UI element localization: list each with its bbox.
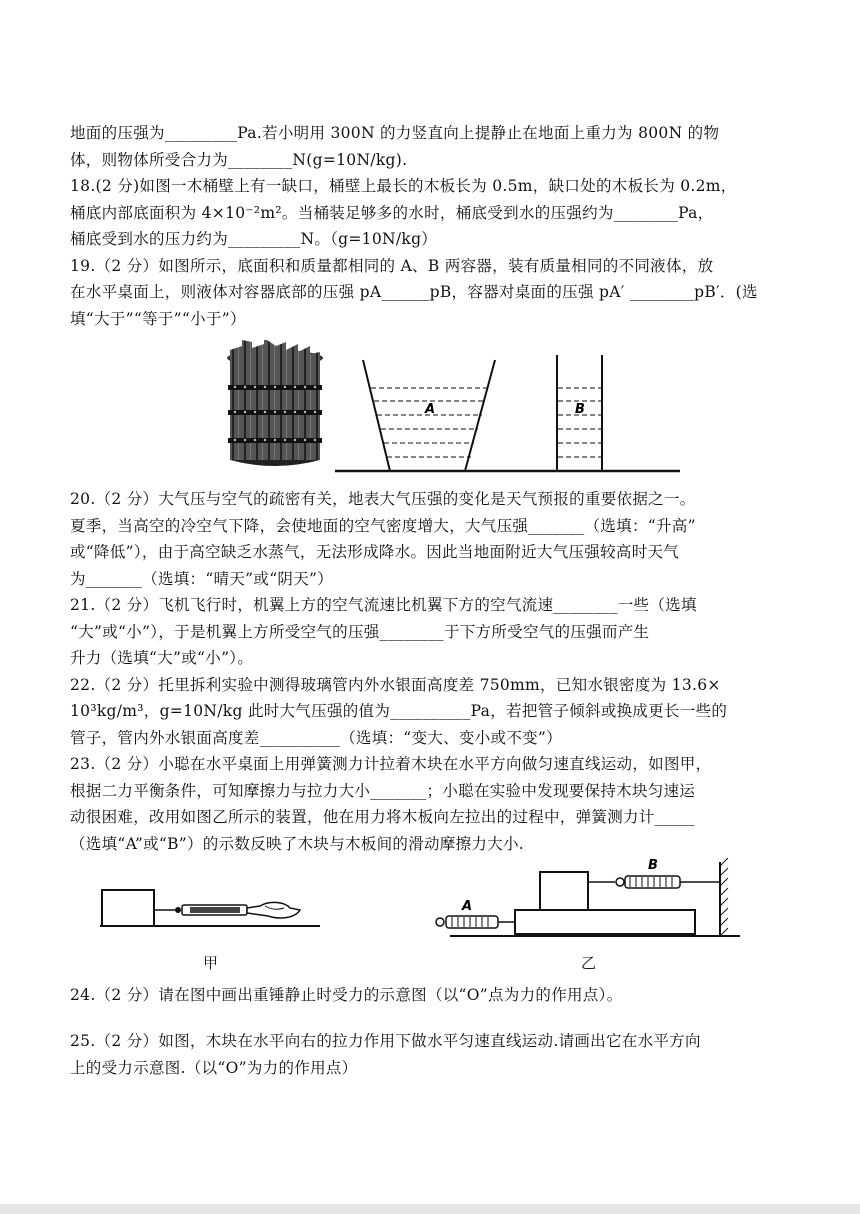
text-line: 上的受力示意图.（以“O”为力的作用点） [70,1058,358,1077]
text-line: 管子，管内外水银面高度差__________（选填：“变大、变小或不变”） [70,728,562,747]
bucket-figure [220,340,330,470]
text-line: 22.（2 分）托里拆利实验中测得玻璃管内外水银面高度差 750mm，已知水银密度为 13.6× [70,675,721,694]
text-line: 18.(2 分)如图一木桶壁上有一缺口，桶壁上最长的木板长为 0.5m，缺口处的木板长为 0.2m， [70,177,737,195]
page-bottom-edge [0,1204,860,1214]
container-a-label: A [425,402,436,417]
caption-jia: 甲 [203,954,219,972]
text-line: 21.（2 分）飞机飞行时，机翼上方的空气流速比机翼下方的空气流速________一些（选填 [70,596,697,614]
text-line: 桶底受到水的压力约为_________N。（g=10N/kg） [70,230,438,248]
questions-17-19 [70,120,795,332]
text-line: 20.（2 分）大气压与空气的疏密有关，地表大气压强的变化是天气预报的重要依据之一。 [70,490,696,508]
text-line: 填“大于”“等于”“小于”） [70,309,246,328]
text-line: 根据二力平衡条件，可知摩擦力与拉力大小_______；小聪在实验中发现要保持木块匀速运 [70,781,696,800]
container-b-label: B [575,402,585,417]
question-24 [70,982,795,1009]
question-25 [70,1028,795,1081]
scale-a-label: A [462,899,473,914]
text-line: “大”或“小”），于是机翼上方所受空气的压强________于下方所受空气的压强而产生 [70,622,650,641]
text-line: 24.（2 分）请在图中画出重锤静止时受力的示意图（以“O”点为力的作用点）。 [70,986,623,1004]
text-line: 升力（选填“大”或“小”）。 [70,649,254,667]
text-line: （选填“A”或“B”）的示数反映了木块与木板间的滑动摩擦力大小. [70,834,525,853]
text-line: 为_______（选填：“晴天”或“阴天”） [70,569,334,588]
text-line: 19.（2 分）如图所示，底面积和质量都相同的 A、B 两容器，装有质量相同的不同液体，放 [70,256,714,275]
caption-yi: 乙 [581,954,597,972]
text-line: 25.（2 分）如图，木块在水平向右的拉力作用下做水平匀速直线运动.请画出它在水平方向 [70,1032,701,1050]
containers-figure [335,355,680,475]
text-line: 或“降低”），由于高空缺乏水蒸气，无法形成降水。因此当地面附近大气压强较高时天气 [70,543,680,561]
scale-b-label: B [648,858,658,873]
text-line: 地面的压强为_________Pa.若小明用 300N 的力竖直向上提静止在地面上重力为 800N 的物 [70,124,720,142]
text-line: 体，则物体所受合力为________N(g=10N/kg). [70,150,408,169]
text-line: 动很困难，改用如图乙所示的装置，他在用力将木板向左拉出的过程中，弹簧测力计_____ [70,808,695,826]
text-line: 桶底内部底面积为 4×10⁻²m²。当桶装足够多的水时，桶底受到水的压强约为________Pa， [70,203,714,222]
text-line: 10³kg/m³，g=10N/kg 此时大气压强的值为__________Pa，若把管子倾斜或换成更长一些的 [70,702,728,720]
text-line: 23.（2 分）小聪在水平桌面上用弹簧测力计拉着木块在水平方向做匀速直线运动，如图甲， [70,755,712,773]
questions-20-23 [70,486,795,857]
figure-yi [430,852,740,942]
figure-jia [100,880,320,930]
text-line: 在水平桌面上，则液体对容器底部的压强 pA______pB，容器对桌面的压强 pA′ ________pB′．(选 [70,283,758,301]
text-line: 夏季，当高空的冷空气下降，会使地面的空气密度增大，大气压强_______（选填：“升高” [70,516,696,535]
